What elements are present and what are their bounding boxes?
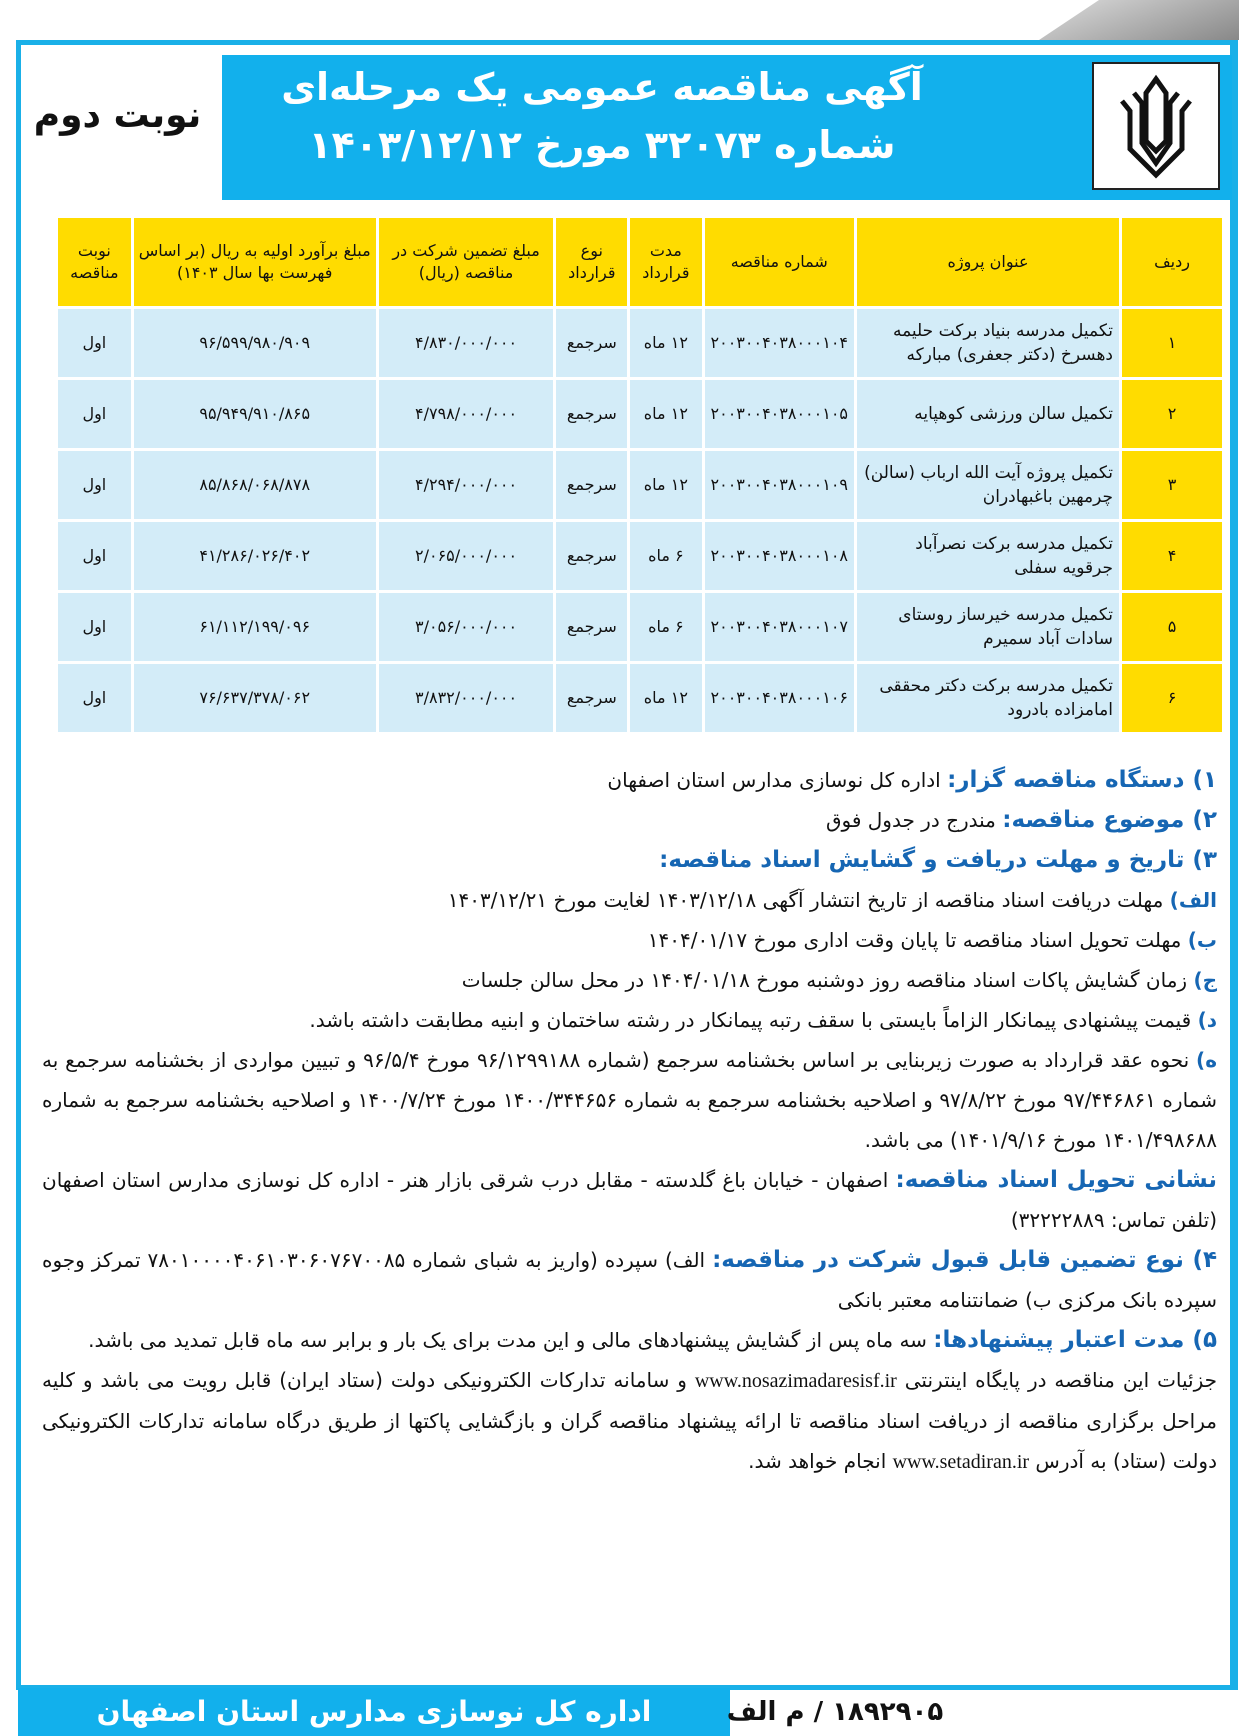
guarantee-amount: ۴/۸۳۰/۰۰۰/۰۰۰ xyxy=(379,309,554,377)
guarantee-amount: ۲/۰۶۵/۰۰۰/۰۰۰ xyxy=(379,522,554,590)
title-line-2: شماره ۳۲۰۷۳ مورخ ۱۴۰۳/۱۲/۱۲ xyxy=(308,123,896,167)
contract-type: سرجمع xyxy=(556,309,627,377)
tender-number: ۲۰۰۳۰۰۴۰۳۸۰۰۰۱۰۵ xyxy=(705,380,855,448)
estimated-amount: ۷۶/۶۳۷/۳۷۸/۰۶۲ xyxy=(134,664,376,732)
project-title: تکمیل سالن ورزشی کوهپایه xyxy=(857,380,1119,448)
project-title: تکمیل مدرسه برکت نصرآباد جرقویه سفلی xyxy=(857,522,1119,590)
project-title: تکمیل مدرسه بنیاد برکت حلیمه دهسرخ (دکتر جعفری) مبارکه xyxy=(857,309,1119,377)
tender-round: اول xyxy=(58,522,131,590)
website-link[interactable]: www.nosazimadaresisf.ir xyxy=(694,1370,897,1392)
footer-organization: اداره کل نوسازی مدارس استان اصفهان xyxy=(18,1688,730,1736)
reference-number: ۱۸۹۲۹۰۵ / م الف xyxy=(726,1697,944,1727)
estimated-amount: ۴۱/۲۸۶/۰۲۶/۴۰۲ xyxy=(134,522,376,590)
tender-round: اول xyxy=(58,380,131,448)
project-title: تکمیل پروژه آیت الله ارباب (سالن) چرمهین باغبهادران xyxy=(857,451,1119,519)
estimated-amount: ۹۵/۹۴۹/۹۱۰/۸۶۵ xyxy=(134,380,376,448)
table-row xyxy=(58,593,1222,661)
contract-duration: ۶ ماه xyxy=(630,522,701,590)
item-c-text: زمان گشایش پاکات اسناد مناقصه روز دوشنبه مورخ ۱۴۰۴/۰۱/۱۸ در محل سالن جلسات xyxy=(461,968,1188,992)
tender-number: ۲۰۰۳۰۰۴۰۳۸۰۰۰۱۰۸ xyxy=(705,522,855,590)
item-a-label: الف) xyxy=(1169,888,1217,912)
table-row xyxy=(58,522,1222,590)
table-row xyxy=(58,451,1222,519)
section-2-text: مندرج در جدول فوق xyxy=(825,808,996,832)
tender-round: اول xyxy=(58,309,131,377)
details-text-3: انجام خواهد شد. xyxy=(748,1449,887,1473)
item-d-label: د) xyxy=(1197,1008,1217,1032)
details-text-1: جزئیات این مناقصه در پایگاه اینترنتی xyxy=(904,1368,1218,1392)
col-header: نوع قرارداد xyxy=(556,218,627,306)
project-title: تکمیل مدرسه خیرساز روستای سادات آباد سمیرم xyxy=(857,593,1119,661)
contract-duration: ۱۲ ماه xyxy=(630,380,701,448)
col-header: ردیف xyxy=(1122,218,1222,306)
ad-body xyxy=(42,760,1217,1482)
address-text: اصفهان - خیابان باغ گلدسته - مقابل درب شرقی بازار هنر - اداره کل نوسازی مدارس استان اصفهان (تلفن تماس: ۳۲۲۲۲۸۸۹) xyxy=(42,1168,1217,1232)
row-index: ۴ xyxy=(1122,522,1222,590)
guarantee-amount: ۴/۲۹۴/۰۰۰/۰۰۰ xyxy=(379,451,554,519)
section-3-label: ۳) تاریخ و مهلت دریافت و گشایش اسناد مناقصه: xyxy=(659,847,1217,873)
section-5-text: سه ماه پس از گشایش پیشنهادهای مالی و این مدت برای یک بار و برابر سه ماه قابل تمدید می باشد. xyxy=(88,1328,927,1352)
contract-duration: ۱۲ ماه xyxy=(630,664,701,732)
tender-number: ۲۰۰۳۰۰۴۰۳۸۰۰۰۱۰۷ xyxy=(705,593,855,661)
row-index: ۶ xyxy=(1122,664,1222,732)
guarantee-amount: ۴/۷۹۸/۰۰۰/۰۰۰ xyxy=(379,380,554,448)
contract-type: سرجمع xyxy=(556,380,627,448)
tender-number: ۲۰۰۳۰۰۴۰۳۸۰۰۰۱۰۶ xyxy=(705,664,855,732)
section-1-label: ۱) دستگاه مناقصه گزار: xyxy=(947,767,1217,793)
item-d-text: قیمت پیشنهادی پیمانکار الزاماً بایستی با سقف رتبه پیمانکار در رشته ساختمان و ابنیه مطابقت داشته باشد. xyxy=(309,1008,1192,1032)
contract-type: سرجمع xyxy=(556,664,627,732)
table-row xyxy=(58,309,1222,377)
tender-round: اول xyxy=(58,593,131,661)
title-line-1: آگهی مناقصه عمومی یک مرحله‌ای xyxy=(281,65,923,109)
section-4-text: الف) سپرده (واریز به شبای شماره ۷۸۰۱۰۰۰۰۴۰۶۱۰۳۰۶۰۷۶۷۰۰۸۵ تمرکز وجوه سپرده بانک مرکزی ب) ضمانتنامه معتبر بانکی xyxy=(42,1248,1217,1312)
estimated-amount: ۹۶/۵۹۹/۹۸۰/۹۰۹ xyxy=(134,309,376,377)
col-header: شماره مناقصه xyxy=(705,218,855,306)
contract-type: سرجمع xyxy=(556,522,627,590)
tender-round: اول xyxy=(58,664,131,732)
col-header: مدت قرارداد xyxy=(630,218,701,306)
tender-table xyxy=(55,215,1225,735)
contract-duration: ۶ ماه xyxy=(630,593,701,661)
item-b-label: ب) xyxy=(1187,928,1217,952)
item-c-label: ج) xyxy=(1193,968,1217,992)
section-4-label: ۴) نوع تضمین قابل قبول شرکت در مناقصه: xyxy=(712,1247,1218,1273)
section-1-text: اداره کل نوسازی مدارس استان اصفهان xyxy=(607,768,941,792)
guarantee-amount: ۳/۰۵۶/۰۰۰/۰۰۰ xyxy=(379,593,554,661)
tender-round: اول xyxy=(58,451,131,519)
page-fold xyxy=(1039,0,1239,40)
col-header: عنوان پروژه xyxy=(857,218,1119,306)
contract-type: سرجمع xyxy=(556,451,627,519)
item-e-label: ه) xyxy=(1196,1048,1217,1072)
col-header: نوبت مناقصه xyxy=(58,218,131,306)
guarantee-amount: ۳/۸۳۲/۰۰۰/۰۰۰ xyxy=(379,664,554,732)
project-title: تکمیل مدرسه برکت دکتر محققی امامزاده بادرود xyxy=(857,664,1119,732)
contract-duration: ۱۲ ماه xyxy=(630,451,701,519)
tender-number: ۲۰۰۳۰۰۴۰۳۸۰۰۰۱۰۴ xyxy=(705,309,855,377)
item-b-text: مهلت تحویل اسناد مناقصه تا پایان وقت اداری مورخ ۱۴۰۴/۰۱/۱۷ xyxy=(647,928,1182,952)
round-label: نوبت دوم xyxy=(33,95,202,136)
row-index: ۵ xyxy=(1122,593,1222,661)
details-text-2: و سامانه تدارکات الکترونیکی دولت (ستاد ایران) قابل رویت می باشد و کلیه مراحل برگزاری مناقصه از دریافت اسناد مناقصه تا ارائه پیشنهاد مناقصه گران و بازگشایی پاکتها از طریق درگاه سامانه تدارکات الکترونیکی دولت (ستاد) به آدرس xyxy=(42,1368,1217,1473)
table-header-row xyxy=(58,218,1222,306)
row-index: ۳ xyxy=(1122,451,1222,519)
item-e-text: نحوه عقد قرارداد به صورت زیربنایی بر اساس بخشنامه سرجمع (شماره ۹۶/۱۲۹۹۱۸۸ مورخ ۹۶/۵/۴ و تبیین مواردی از بخشنامه سرجمع به شماره ۹۷/۴۴۶۸۶۱ مورخ ۹۷/۸/۲۲ و اصلاحیه بخشنامه سرجمع به شماره ۱۴۰۰/۳۴۴۶۵۶ مورخ ۱۴۰۰/۷/۲۴ و اصلاحیه بخشنامه سرجمع به شماره ۱۴۰۱/۴۹۸۶۸۸ مورخ ۱۴۰۱/۹/۱۶) می باشد. xyxy=(42,1048,1217,1152)
tender-number: ۲۰۰۳۰۰۴۰۳۸۰۰۰۱۰۹ xyxy=(705,451,855,519)
ad-title xyxy=(222,58,982,174)
setad-link[interactable]: www.setadiran.ir xyxy=(892,1451,1030,1473)
contract-duration: ۱۲ ماه xyxy=(630,309,701,377)
section-5-label: ۵) مدت اعتبار پیشنهادها: xyxy=(933,1327,1217,1353)
row-index: ۱ xyxy=(1122,309,1222,377)
col-header: مبلغ تضمین شرکت در مناقصه (ریال) xyxy=(379,218,554,306)
item-a-text: مهلت دریافت اسناد مناقصه از تاریخ انتشار آگهی ۱۴۰۳/۱۲/۱۸ لغایت مورخ ۱۴۰۳/۱۲/۲۱ xyxy=(447,888,1164,912)
col-header: مبلغ برآورد اولیه به ریال (بر اساس فهرست بها سال ۱۴۰۳) xyxy=(134,218,376,306)
table-row xyxy=(58,664,1222,732)
table-row xyxy=(58,380,1222,448)
section-2-label: ۲) موضوع مناقصه: xyxy=(1002,807,1217,833)
address-label: نشانی تحویل اسناد مناقصه: xyxy=(895,1167,1217,1193)
estimated-amount: ۸۵/۸۶۸/۰۶۸/۸۷۸ xyxy=(134,451,376,519)
estimated-amount: ۶۱/۱۱۲/۱۹۹/۰۹۶ xyxy=(134,593,376,661)
contract-type: سرجمع xyxy=(556,593,627,661)
organization-emblem-icon xyxy=(1092,62,1220,190)
row-index: ۲ xyxy=(1122,380,1222,448)
